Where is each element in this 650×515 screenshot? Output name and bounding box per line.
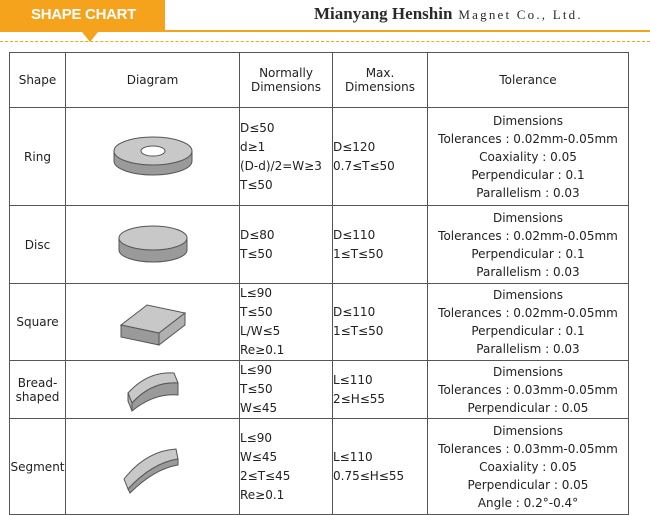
block-magnet-icon bbox=[113, 291, 193, 351]
shape-name: Disc bbox=[10, 206, 66, 284]
tolerance bbox=[428, 284, 629, 361]
tolerance-value: Coaxiality : 0.05 bbox=[479, 149, 577, 164]
shape-chart-tab bbox=[0, 0, 165, 32]
shape-name bbox=[10, 361, 66, 419]
table-row-segment bbox=[10, 419, 629, 515]
table-row-square bbox=[10, 284, 629, 361]
normal-value: D≤50 bbox=[240, 120, 275, 135]
normal-value: L≤90 bbox=[240, 430, 273, 445]
max-value: D≤110 bbox=[333, 227, 376, 242]
normal-dimensions bbox=[240, 419, 333, 515]
normal-value: d≥1 bbox=[240, 139, 266, 154]
bread-magnet-icon bbox=[118, 363, 188, 413]
tolerance-value: Perpendicular : 0.05 bbox=[467, 477, 589, 492]
tolerance-value: Dimensions bbox=[492, 423, 564, 438]
shape-chart-table bbox=[9, 52, 629, 515]
normal-value: L/W≤5 bbox=[240, 324, 281, 338]
shape-name-line1: Bread- bbox=[17, 375, 58, 390]
tolerance-value: Tolerances : 0.02mm-0.05mm bbox=[438, 131, 618, 146]
tolerance-value: Dimensions bbox=[492, 113, 564, 128]
normal-dimensions bbox=[240, 108, 333, 206]
max-value: D≤120 bbox=[333, 139, 376, 154]
max-value: D≤110 bbox=[333, 305, 376, 319]
normal-value: L≤90 bbox=[240, 363, 273, 377]
shape-name: Segment bbox=[10, 419, 66, 515]
normal-value: L≤90 bbox=[240, 286, 273, 300]
tolerance-value: Tolerances : 0.03mm-0.05mm bbox=[438, 382, 618, 397]
header-tolerance: Tolerance bbox=[428, 53, 629, 108]
max-dimensions bbox=[333, 284, 428, 361]
table-row-disc bbox=[10, 206, 629, 284]
tolerance-value: Tolerances : 0.02mm-0.05mm bbox=[438, 228, 618, 243]
shape-name: Ring bbox=[10, 108, 66, 206]
tolerance-value: Perpendicular : 0.1 bbox=[471, 324, 585, 338]
tolerance bbox=[428, 419, 629, 515]
header-normal-line2: Dimensions bbox=[250, 80, 322, 94]
diagram-cell bbox=[66, 284, 240, 361]
normal-value: W≤45 bbox=[240, 449, 278, 464]
max-value: L≤110 bbox=[333, 372, 373, 387]
header-shape: Shape bbox=[10, 53, 66, 108]
tolerance bbox=[428, 108, 629, 206]
tolerance-value: Angle : 0.2°-0.4° bbox=[477, 495, 579, 510]
max-value: 2≤H≤55 bbox=[333, 391, 386, 406]
shape-name: Square bbox=[10, 284, 66, 361]
normal-dimensions bbox=[240, 284, 333, 361]
tolerance-value: Dimensions bbox=[492, 288, 564, 302]
header-max-line1: Max. bbox=[365, 66, 395, 80]
tolerance-value: Perpendicular : 0.1 bbox=[471, 167, 585, 182]
tolerance bbox=[428, 206, 629, 284]
max-value: 0.7≤T≤50 bbox=[333, 158, 395, 173]
max-value: 0.75≤H≤55 bbox=[333, 468, 405, 483]
max-dimensions bbox=[333, 206, 428, 284]
normal-value: (D-d)/2=W≥3 bbox=[240, 158, 322, 173]
normal-dimensions bbox=[240, 361, 333, 419]
normal-value: T≤50 bbox=[240, 382, 273, 396]
header-normal-dimensions bbox=[240, 53, 333, 108]
diagram-cell bbox=[66, 419, 240, 515]
max-dimensions bbox=[333, 419, 428, 515]
shape-name-line2: shaped bbox=[15, 389, 60, 404]
diagram-cell bbox=[66, 108, 240, 206]
header-normal-line1: Normally bbox=[259, 66, 313, 80]
tolerance-value: Parallelism : 0.03 bbox=[476, 264, 580, 279]
normal-value: Re≥0.1 bbox=[240, 487, 285, 502]
table-row-bread-shaped bbox=[10, 361, 629, 419]
disc-magnet-icon bbox=[113, 218, 193, 268]
max-value: 1≤T≤50 bbox=[333, 246, 384, 261]
header-row bbox=[10, 53, 629, 108]
tolerance-value: Tolerances : 0.02mm-0.05mm bbox=[438, 306, 618, 320]
tolerance-value: Dimensions bbox=[492, 210, 564, 225]
tolerance-value: Tolerances : 0.03mm-0.05mm bbox=[438, 441, 618, 456]
normal-value: W≤45 bbox=[240, 401, 278, 415]
header-max-dimensions bbox=[333, 53, 428, 108]
normal-value: T≤50 bbox=[240, 305, 273, 319]
tolerance-value: Parallelism : 0.03 bbox=[476, 185, 580, 200]
tolerance-value: Dimensions bbox=[492, 364, 564, 379]
header-diagram: Diagram bbox=[66, 53, 240, 108]
normal-value: T≤50 bbox=[240, 246, 273, 261]
company-name bbox=[314, 4, 583, 24]
normal-dimensions bbox=[240, 206, 333, 284]
normal-value: 2≤T≤45 bbox=[240, 468, 291, 483]
table-row-ring bbox=[10, 108, 629, 206]
shape-chart-title: SHAPE CHART bbox=[31, 6, 137, 23]
max-dimensions bbox=[333, 361, 428, 419]
normal-value: T≤50 bbox=[240, 177, 273, 192]
ring-magnet-icon bbox=[108, 125, 198, 185]
max-value: L≤110 bbox=[333, 449, 373, 464]
tolerance-value: Parallelism : 0.03 bbox=[476, 342, 580, 356]
segment-magnet-icon bbox=[118, 435, 188, 495]
max-value: 1≤T≤50 bbox=[333, 324, 384, 338]
tolerance-value: Coaxiality : 0.05 bbox=[479, 459, 577, 474]
company-name-bold: Mianyang Henshin bbox=[314, 4, 453, 23]
header-dashed-line bbox=[0, 41, 650, 42]
header-max-line2: Dimensions bbox=[344, 80, 416, 94]
diagram-cell bbox=[66, 206, 240, 284]
normal-value: Re≥0.1 bbox=[240, 343, 285, 357]
max-dimensions bbox=[333, 108, 428, 206]
company-name-rest: Magnet Co., Ltd. bbox=[458, 7, 583, 22]
normal-value: D≤80 bbox=[240, 227, 275, 242]
tolerance-value: Perpendicular : 0.1 bbox=[471, 246, 585, 261]
tolerance bbox=[428, 361, 629, 419]
diagram-cell bbox=[66, 361, 240, 419]
tolerance-value: Perpendicular : 0.05 bbox=[467, 400, 589, 415]
